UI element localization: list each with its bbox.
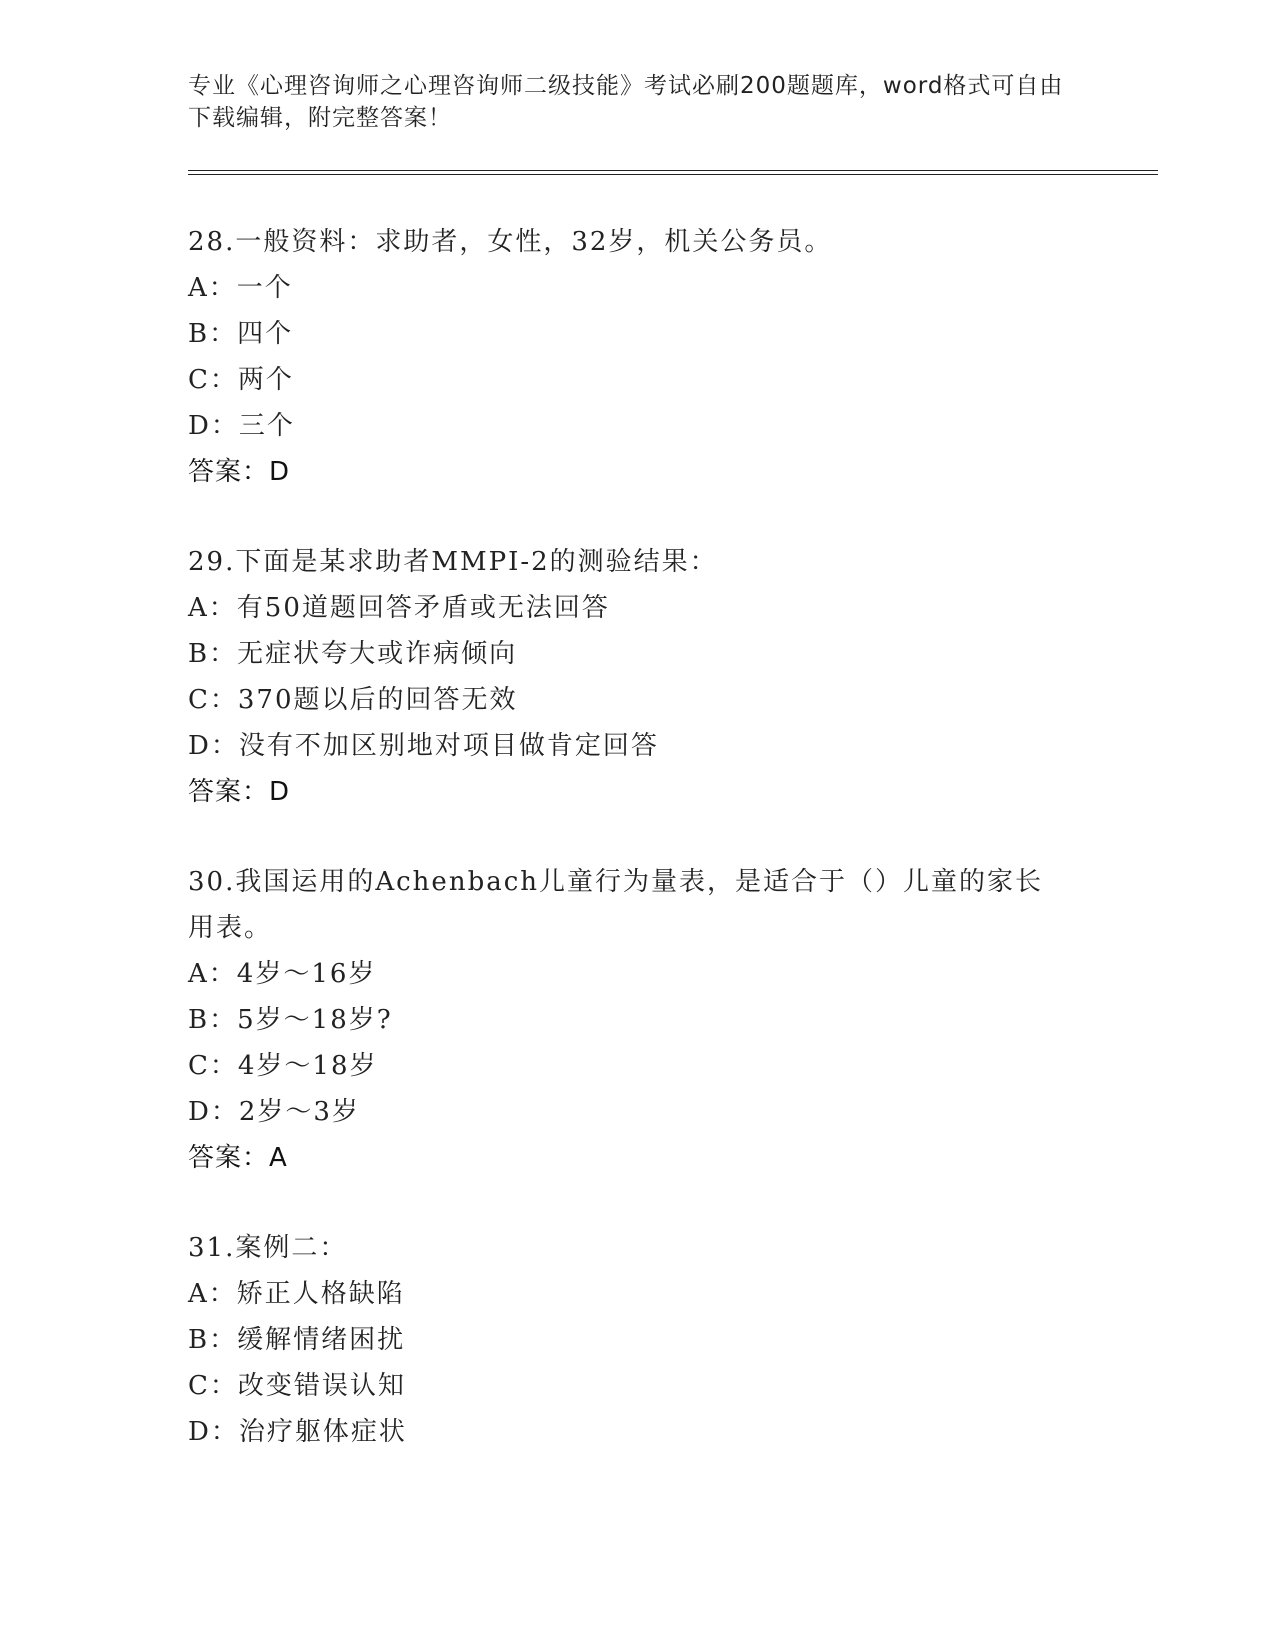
option-c: C：改变错误认知 bbox=[188, 1371, 406, 1401]
question-list bbox=[188, 219, 1158, 1455]
document-header: 专业《心理咨询师之心理咨询师二级技能》考试必刷200题题库，word格式可自由下载编辑，附完整答案！ bbox=[188, 73, 1064, 131]
question-stem: 28.一般资料：求助者，女性，32岁，机关公务员。 bbox=[188, 227, 833, 257]
question-item bbox=[188, 539, 1158, 815]
option-c: C：4岁～18岁 bbox=[188, 1051, 378, 1081]
answer-line: 答案：D bbox=[188, 457, 291, 487]
option-d: D：治疗躯体症状 bbox=[188, 1417, 407, 1447]
document-page bbox=[188, 70, 1158, 1499]
header-divider bbox=[188, 170, 1158, 175]
question-item bbox=[188, 219, 1158, 495]
option-a: A：有50道题回答矛盾或无法回答 bbox=[188, 593, 610, 623]
question-stem: 31.案例二： bbox=[188, 1233, 348, 1263]
question-item bbox=[188, 859, 1158, 1181]
option-d: D：2岁～3岁 bbox=[188, 1097, 360, 1127]
answer-line: 答案：D bbox=[188, 777, 291, 807]
question-stem: 30.我国运用的Achenbach儿童行为量表，是适合于（）儿童的家长用表。 bbox=[188, 867, 1044, 943]
question-item bbox=[188, 1225, 1158, 1455]
option-a: A：一个 bbox=[188, 273, 293, 303]
answer-line: 答案：A bbox=[188, 1143, 288, 1173]
option-d: D：三个 bbox=[188, 411, 295, 441]
option-b: B：缓解情绪困扰 bbox=[188, 1325, 406, 1355]
option-b: B：无症状夸大或诈病倾向 bbox=[188, 639, 518, 669]
option-a: A：矫正人格缺陷 bbox=[188, 1279, 405, 1309]
question-stem: 29.下面是某求助者MMPI-2的测验结果： bbox=[188, 547, 718, 577]
option-b: B：四个 bbox=[188, 319, 294, 349]
option-b: B：5岁～18岁? bbox=[188, 1005, 393, 1035]
option-a: A：4岁～16岁 bbox=[188, 959, 377, 989]
option-d: D：没有不加区别地对项目做肯定回答 bbox=[188, 731, 659, 761]
option-c: C：370题以后的回答无效 bbox=[188, 685, 518, 715]
option-c: C：两个 bbox=[188, 365, 294, 395]
